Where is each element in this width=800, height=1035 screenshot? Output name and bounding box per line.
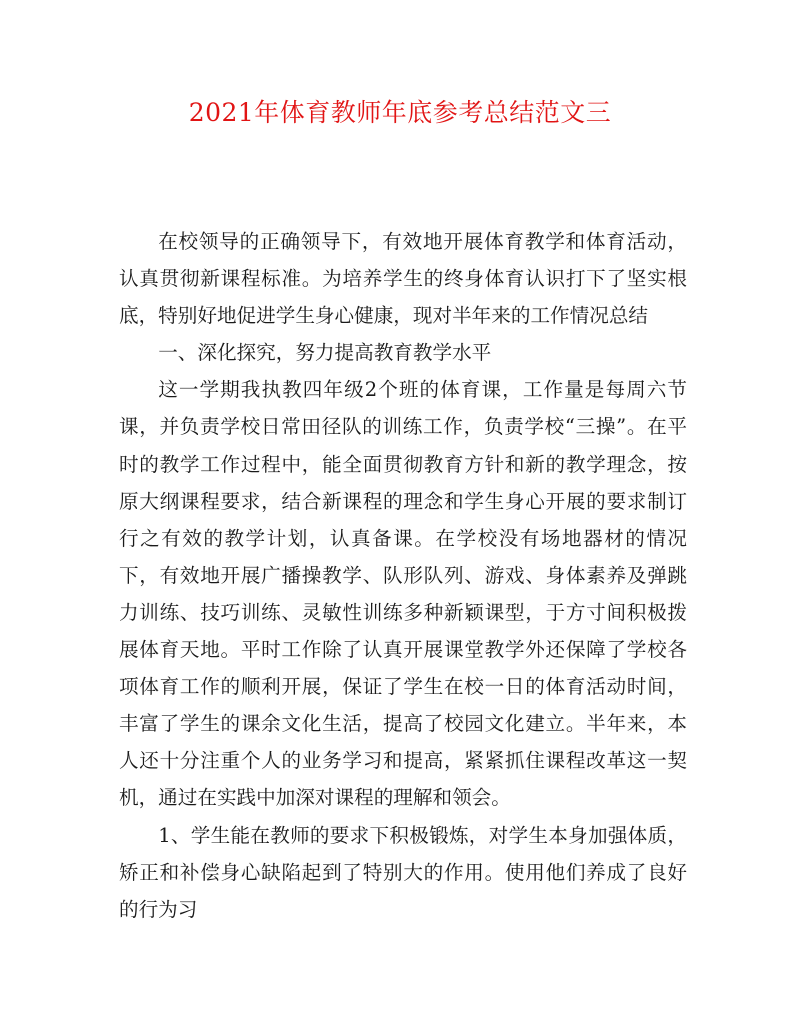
document-title: 2021年体育教师年底参考总结范文三 (188, 98, 612, 127)
body-paragraph: 这一学期我执教四年级2个班的体育课，工作量是每周六节课，并负责学校日常田径队的训练工作，负责学校“三操”。在平时的教学工作过程中，能全面贯彻教育方针和新的教学理念，按原大纲课程要求，结合新课程的理念和学生身心开展的要求制订行之有效的教学计划，认真备课。在学校没有场地器材的情况下，有效地开展广播操教学、队形队列、游戏、身体素养及弹跳力训练、技巧训练、灵敏性训练多种新颖课型，于方寸间积极拨展体育天地。平时工作除了认真开展课堂教学外还保障了学校各项体育工作的顺利开展，保证了学生在校一日的体育活动时间，丰富了学生的课余文化生活，提高了校园文化建立。半年来，本人还十分注重个人的业务学习和提高，紧紧抓住课程改革这一契机，通过在实践中加深对课程的理解和领会。 (119, 378, 687, 810)
document-body (119, 223, 687, 928)
intro-paragraph: 在校领导的正确领导下，有效地开展体育教学和体育活动，认真贯彻新课程标准。为培养学生的终身体育认识打下了坚实根底，特别好地促进学生身心健康，现对半年来的工作情况总结 (119, 230, 687, 328)
section-heading: 一、深化探究，努力提高教育教学水平 (158, 341, 492, 365)
list-item-paragraph: 1、学生能在教师的要求下积极锻炼，对学生本身加强体质，矫正和补偿身心缺陷起到了特别大的作用。使用他们养成了良好的行为习 (119, 823, 687, 921)
